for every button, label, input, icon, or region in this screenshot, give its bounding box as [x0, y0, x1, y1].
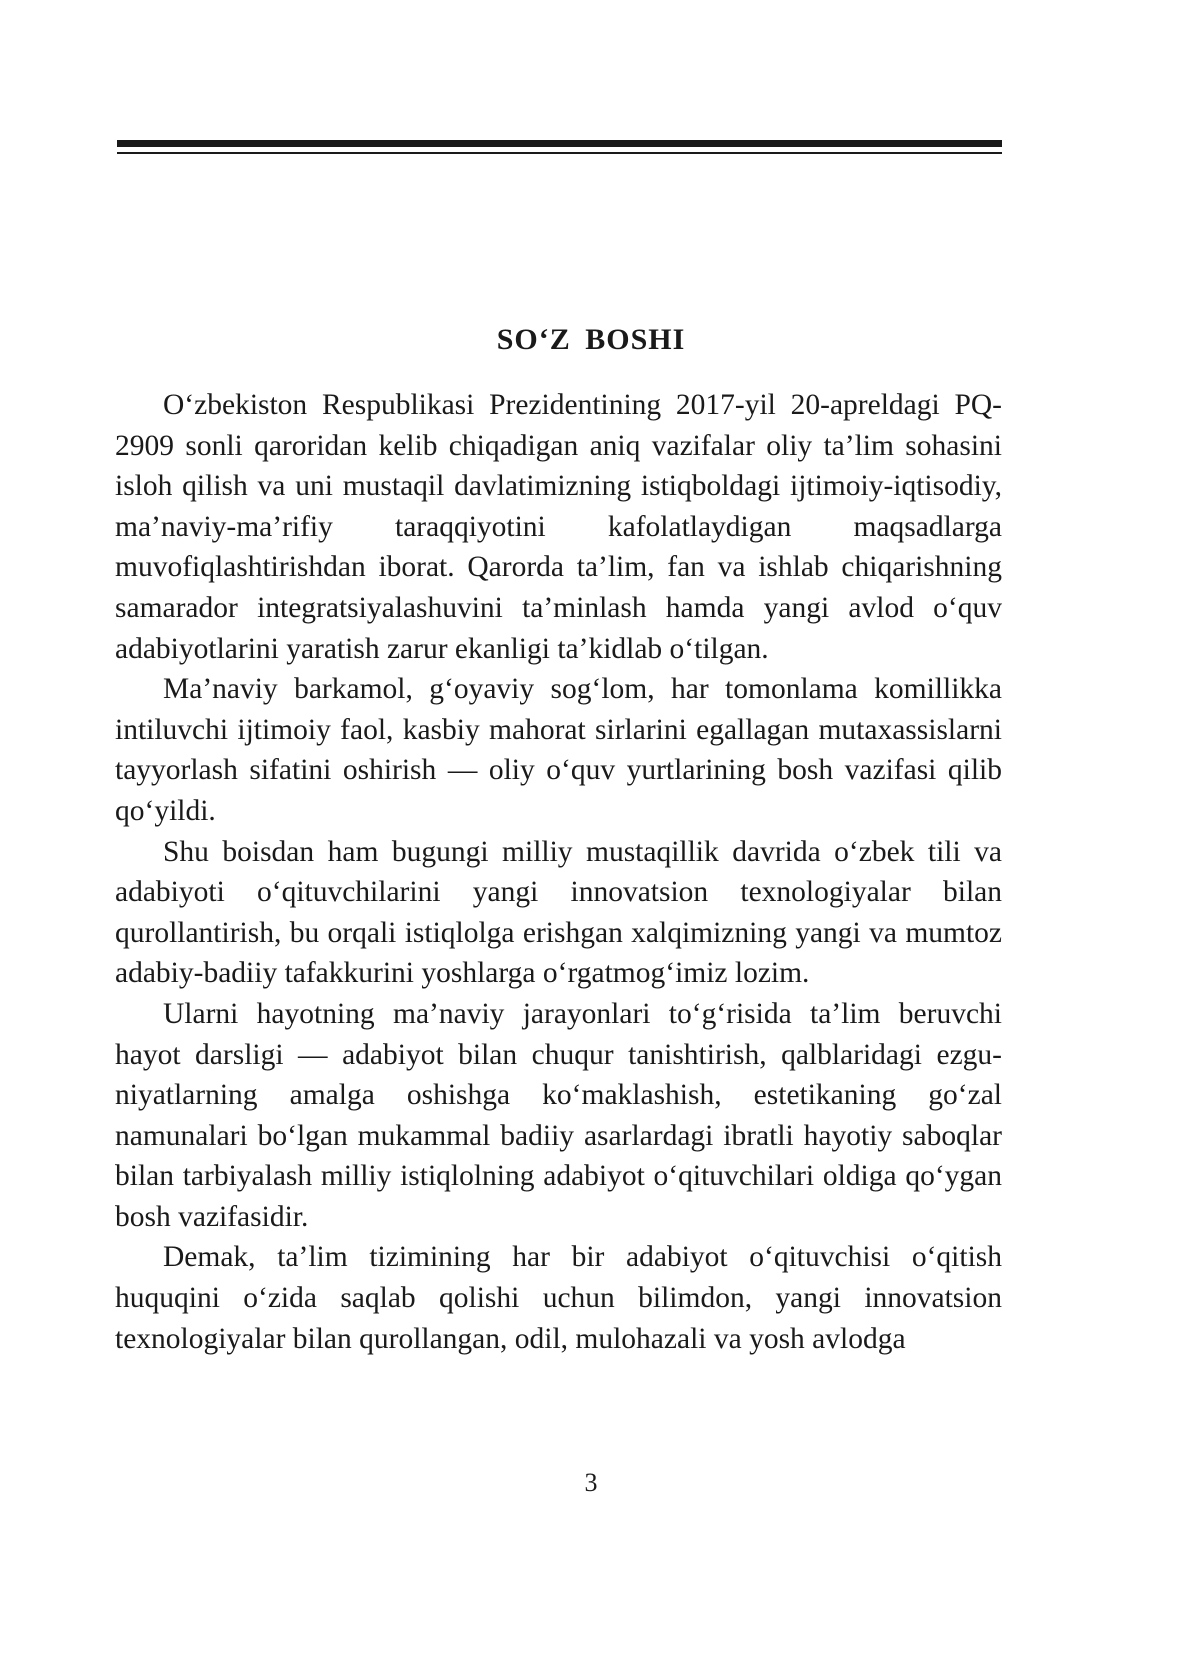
page-number: 3 — [584, 1468, 598, 1497]
header-rule-thin — [117, 152, 1002, 154]
paragraph: Demak, ta’lim tizimining har bir adabiyot o‘qituvchisi o‘qitish huquqini o‘zida saqlab qolishi uchun bilimdon, yangi innovatsion texnologiyalar bilan qurollangan, odil, mulohazali va yosh avlodga — [115, 1241, 1002, 1355]
paragraph: Ma’naviy barkamol, g‘oyaviy sog‘lom, har tomonlama komillikka intiluvchi ijtimoiy faol, kasbiy mahorat sirlarini egallagan mutaxassislarni tayyorlash sifatini oshirish — oliy o‘quv yurtlarining bosh vazifasi qilib qo‘yildi. — [115, 673, 1002, 827]
paragraph: O‘zbekiston Respublikasi Prezidentining 2017-yil 20-apreldagi PQ-2909 sonli qaroridan kelib chiqadigan aniq vazifalar oliy ta’lim sohasini isloh qilish va uni mustaqil davlatimizning istiqboldagi ijtimoiy-iqtisodiy, ma’naviy-ma’rifiy taraqqiyotini kafolatlaydigan maqsadlarga muvofiqlashtirishdan iborat. Qarorda ta’lim, fan va ishlab chiqarishning samarador integratsiyalashuvini ta’minlash hamda yangi avlod o‘quv adabiyotlarini yaratish zarur ekanligi ta’kidlab o‘tilgan. — [115, 389, 1002, 665]
paragraph: Ularni hayotning ma’naviy jarayonlari to‘g‘risida ta’lim beruvchi hayot darsligi — adabiyot bilan chuqur tanishtirish, qalblaridagi ezgu-niyatlarning amalga oshishga ko‘maklashish, estetikaning go‘zal namunalari bo‘lgan mukammal badiiy asarlardagi ibratli hayotiy saboqlar bilan tarbiyalash milliy istiqlolning adabiyot o‘qituvchilari oldiga qo‘ygan bosh vazifasidir. — [115, 997, 1002, 1233]
page-title: SO‘Z BOSHI — [496, 323, 686, 356]
paragraph: Shu boisdan ham bugungi milliy mustaqillik davrida o‘zbek tili va adabiyoti o‘qituvchilarini yangi innovatsion texnologiyalar bilan qurollantirish, bu orqali istiqlolga erishgan xalqimizning yangi va mumtoz adabiy-badiiy tafakkurini yoshlarga o‘rgatmog‘imiz lozim. — [115, 835, 1002, 990]
header-rule-thick — [117, 140, 1002, 147]
body-text — [115, 385, 1002, 1359]
